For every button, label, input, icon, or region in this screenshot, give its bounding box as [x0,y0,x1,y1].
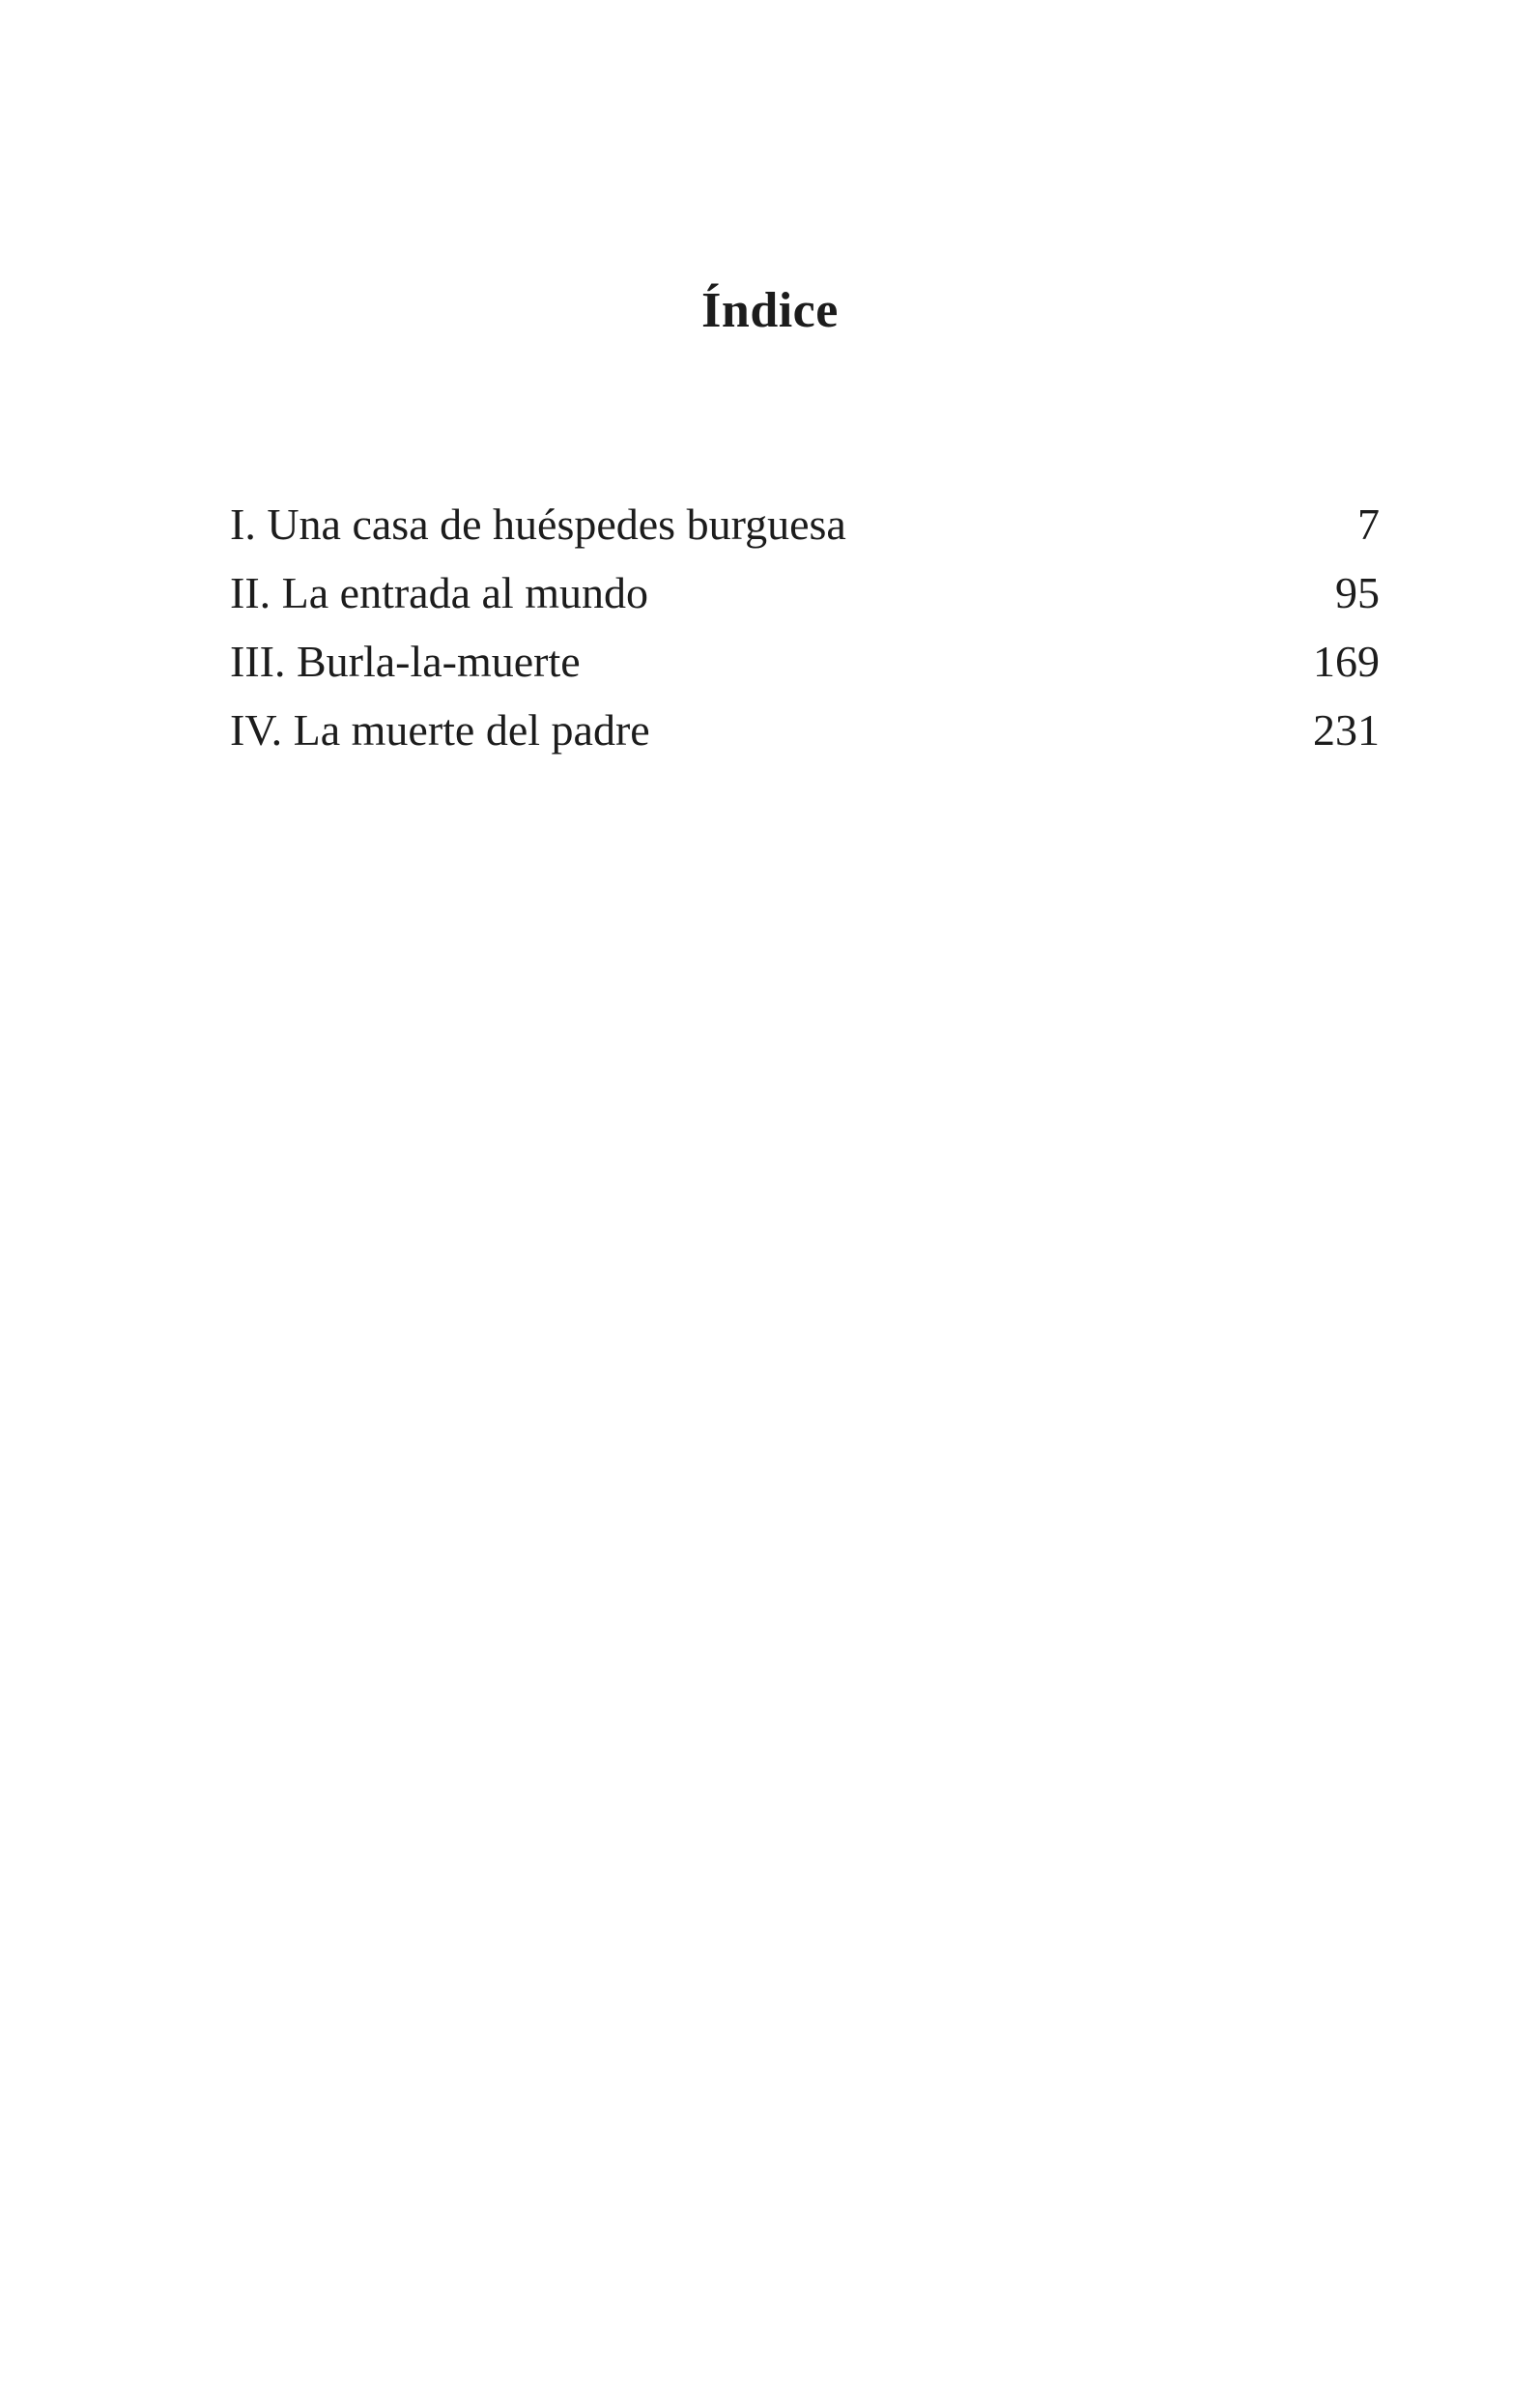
page-title: Índice [701,283,839,338]
toc-entry [230,637,1380,708]
toc-entry-label: IV. La muerte del padre [230,705,650,755]
toc-entry-page-number: 231 [1313,705,1380,755]
toc-entry [230,568,1380,640]
toc-entry-page-number: 169 [1313,637,1380,686]
toc-entry [230,499,1380,571]
table-of-contents [230,499,1380,777]
toc-entry-label: II. La entrada al mundo [230,568,648,617]
toc-entry-page-number: 95 [1335,568,1380,617]
toc-entry [230,705,1380,777]
toc-entry-page-number: 7 [1357,499,1380,549]
toc-entry-label: I. Una casa de huéspedes burguesa [230,499,846,549]
toc-entry-label: III. Burla-la-muerte [230,637,581,686]
